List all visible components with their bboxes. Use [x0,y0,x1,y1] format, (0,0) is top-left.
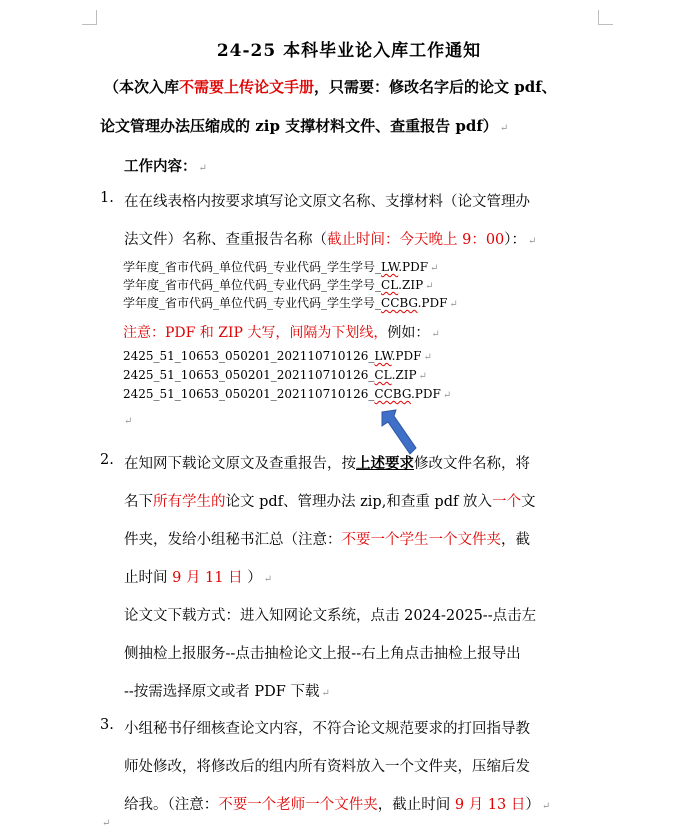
page-title: 24-25 本科毕业论入库工作通知 [216,41,482,61]
example-line-ccbg: 2425_51_10653_050201_202110710126_CCBG.PDF ↵ [123,387,452,401]
example-line-cl: 2425_51_10653_050201_202110710126_CL.ZIP ↵ [123,368,427,382]
item3-line-1: 小组秘书仔细核查论文内容，不符合论文规范要求的打回指导教 [124,721,530,737]
item2-line-1: 在知网下载论文原文及查重报告，按上述要求修改文件名称，将 [124,455,530,472]
format-line-cl: 学年度_省市代码_单位代码_专业代码_学生学号_CL.ZIP ↵ [123,278,434,292]
item3-line-3: 给我。（注意：不要一个老师一个文件夹，截止时间 9 月 13 日） ↵ [124,797,551,813]
item3-line-2: 师处修改，将修改后的组内所有资料放入一个文件夹，压缩后发 [124,759,530,775]
download-line-1: 论文文下载方式：进入知网论文系统，点击 2024-2025--点击左 [124,608,537,624]
download-line-2: 侧抽检上报服务--点击抽检论文上报--右上角点击抽检上报导出 [124,646,521,662]
item1-number: 1. [100,190,114,206]
intro-line-1: （本次入库不需要上传论文手册，只需要：修改名字后的论文 pdf、 [104,78,557,96]
download-line-3: --按需选择原文或者 PDF 下载 ↵ [124,684,330,700]
item1-line-2: 法文件）名称、查重报告名称（截止时间：今天晚上 9：00）： ↵ [124,232,537,248]
naming-note: 注意：PDF 和 ZIP 大写，间隔为下划线，例如： ↵ [123,325,440,341]
example-line-lw: 2425_51_10653_050201_202110710126_LW.PDF ↵ [123,349,432,363]
final-paragraph-mark: ↵ [102,818,111,829]
item3-number: 3. [100,717,114,733]
work-heading: 工作内容： ↵ [124,158,207,175]
item2-number: 2. [100,452,114,468]
item2-line-2: 名下所有学生的论文 pdf、管理办法 zip,和查重 pdf 放入一个文 [124,494,536,510]
intro-line-2: 论文管理办法压缩成的 zip 支撑材料文件、查重报告 pdf） ↵ [100,117,509,135]
margin-corner-right [598,10,613,25]
format-line-lw: 学年度_省市代码_单位代码_专业代码_学生学号_LW.PDF ↵ [123,260,439,274]
item2-line-4: 止时间 9 月 11 日 ） ↵ [124,570,273,586]
item2-line-3: 件夹，发给小组秘书汇总（注意：不要一个学生一个文件夹，截 [124,532,530,548]
arrow-annotation-icon [380,408,420,458]
margin-corner-left [82,10,97,25]
item1-line-1: 在在线表格内按要求填写论文原文名称、支撑材料（论文管理办 [124,194,530,210]
empty-paragraph-mark: ↵ [124,416,133,427]
format-line-ccbg: 学年度_省市代码_单位代码_专业代码_学生学号_CCBG.PDF ↵ [123,296,458,310]
